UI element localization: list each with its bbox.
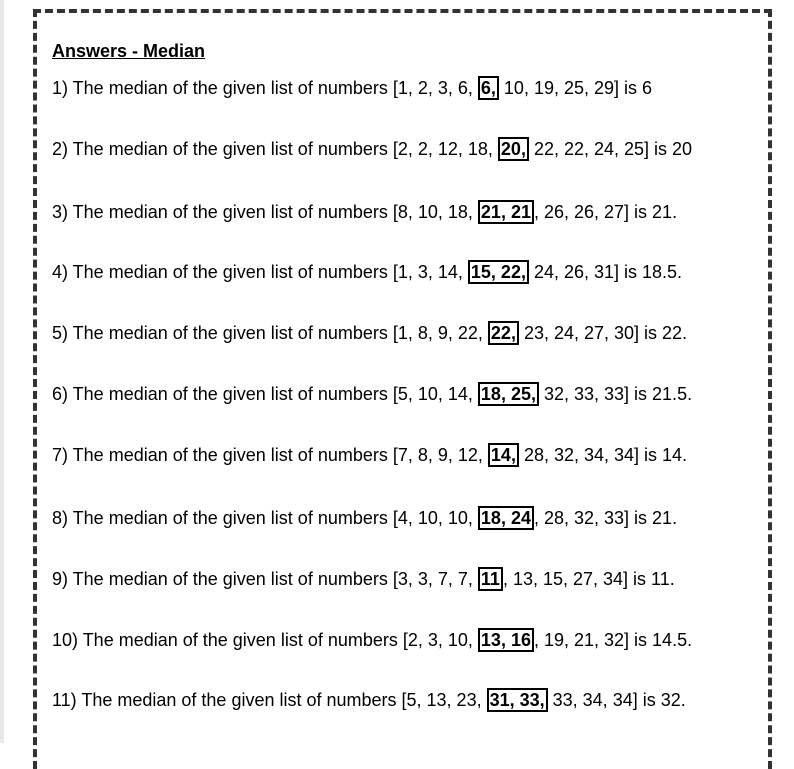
answer-text-prefix: 7) The median of the given list of numbers [7, 8, 9, 12, <box>52 445 488 465</box>
answer-line-11 <box>52 688 686 712</box>
answer-text-prefix: 5) The median of the given list of numbers [1, 8, 9, 22, <box>52 323 488 343</box>
answer-text-prefix: 11) The median of the given list of numbers [5, 13, 23, <box>52 690 487 710</box>
answer-line-4 <box>52 260 682 284</box>
median-highlight: 22, <box>488 321 519 345</box>
answer-line-6 <box>52 382 692 406</box>
median-highlight: 11 <box>478 567 503 591</box>
median-highlight: 15, 22, <box>468 260 529 284</box>
answer-text-prefix: 8) The median of the given list of numbers [4, 10, 10, <box>52 508 478 528</box>
answer-text-suffix: , 13, 15, 27, 34] is 11. <box>502 569 675 589</box>
answer-text-suffix: , 28, 32, 33] is 21. <box>533 508 678 528</box>
answer-text-prefix: 9) The median of the given list of numbers [3, 3, 7, 7, <box>52 569 478 589</box>
median-highlight: 21, 21 <box>478 200 534 224</box>
median-highlight: 20, <box>498 137 529 161</box>
answer-text-suffix: 24, 26, 31] is 18.5. <box>528 262 683 282</box>
answer-text-prefix: 2) The median of the given list of numbers [2, 2, 12, 18, <box>52 139 498 159</box>
answer-text-suffix: , 19, 21, 32] is 14.5. <box>533 630 693 650</box>
answer-text-prefix: 1) The median of the given list of numbers [1, 2, 3, 6, <box>52 78 478 98</box>
answer-line-5 <box>52 321 687 345</box>
answer-text-suffix: 22, 22, 24, 25] is 20 <box>528 139 693 159</box>
left-margin-shade <box>0 0 4 743</box>
answer-text-prefix: 4) The median of the given list of numbers [1, 3, 14, <box>52 262 468 282</box>
answer-line-7 <box>52 443 687 467</box>
answer-text-suffix: 10, 19, 25, 29] is 6 <box>498 78 653 98</box>
median-highlight: 6, <box>478 76 499 100</box>
median-highlight: 31, 33, <box>487 688 548 712</box>
answer-text-prefix: 10) The median of the given list of numbers [2, 3, 10, <box>52 630 478 650</box>
answer-text-suffix: 32, 33, 33] is 21.5. <box>538 384 693 404</box>
answer-text-suffix: 33, 34, 34] is 32. <box>547 690 686 710</box>
answer-text-suffix: , 26, 26, 27] is 21. <box>533 202 678 222</box>
answer-text-suffix: 23, 24, 27, 30] is 22. <box>518 323 688 343</box>
answer-line-8 <box>52 506 677 530</box>
page-title: Answers - Median <box>52 41 206 61</box>
answer-line-3 <box>52 200 677 224</box>
median-highlight: 14, <box>488 443 519 467</box>
answer-line-10 <box>52 628 692 652</box>
median-highlight: 18, 24 <box>478 506 534 530</box>
median-highlight: 13, 16 <box>478 628 534 652</box>
median-highlight: 18, 25, <box>478 382 539 406</box>
answer-line-2 <box>52 137 692 161</box>
answer-text-prefix: 3) The median of the given list of numbers [8, 10, 18, <box>52 202 478 222</box>
answer-text-prefix: 6) The median of the given list of numbers [5, 10, 14, <box>52 384 478 404</box>
answer-line-1 <box>52 76 652 100</box>
answer-line-9 <box>52 567 675 591</box>
answer-text-suffix: 28, 32, 34, 34] is 14. <box>518 445 688 465</box>
